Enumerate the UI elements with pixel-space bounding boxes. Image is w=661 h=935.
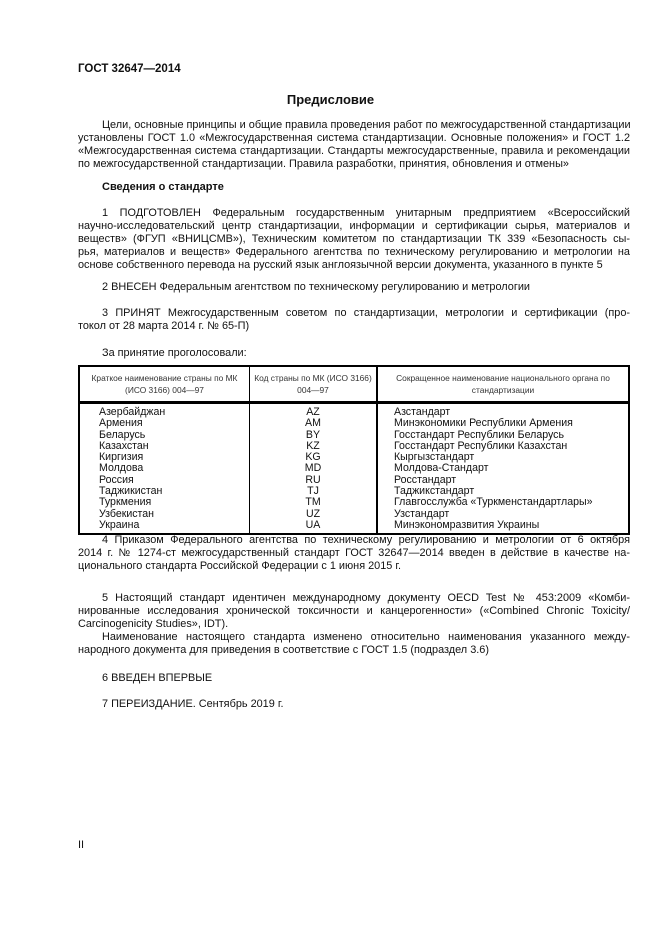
body-cell: Госстандарт Республики Казахстан — [394, 439, 568, 452]
code-cell: UZ — [250, 509, 378, 520]
item-3-paragraph — [78, 307, 630, 333]
voting-table — [78, 365, 630, 535]
country-cell: Армения — [79, 418, 250, 429]
text-line: 2014 г. № 1274-ст межгосударственный стандарт ГОСТ 32647—2014 введен в действие в качестве на- — [78, 547, 630, 559]
country-cell: Россия — [79, 475, 250, 486]
text-line: Цели, основные принципы и общие правила проведения работ по межгосударственной стандартизации — [102, 119, 631, 131]
text-line: рья, материалов и веществ» Федерального агентства по техническому регулированию и метрологии на — [78, 246, 630, 258]
code-cell: AM — [250, 418, 378, 429]
code-cell: TJ — [250, 486, 378, 497]
vote-label — [78, 347, 630, 360]
text-line: научно-исследовательский центр стандартизации, информации и сертификации сырья, материалов и — [78, 220, 630, 232]
text-line: ционального стандарта Российской Федерации с 1 июня 2015 г. — [78, 560, 402, 572]
code-cell: UA — [250, 520, 378, 534]
text-line: установлены ГОСТ 1.0 «Межгосударственная система стандартизации. Основные положения» и ГОСТ 1.2 — [78, 132, 630, 144]
table-row — [79, 520, 629, 534]
table-row — [79, 403, 629, 419]
page-number: II — [78, 839, 85, 851]
item-5-note-paragraph — [78, 631, 630, 657]
body-cell: Молдова-Стандарт — [394, 462, 489, 475]
text-line: основе собственного перевода на русский язык англоязычной версии документа, указанного в пункте 5 — [78, 259, 603, 271]
page-title: Предисловие — [286, 92, 375, 107]
body-cell: Росстандарт — [394, 473, 457, 486]
intro-paragraph — [78, 119, 630, 171]
table-row — [79, 463, 629, 474]
column-header-body: Сокращенное наименование национального органа по стандартизации — [377, 366, 629, 403]
text-line: «Межгосударственная система стандартизации. Стандарты межгосударственные, правила и рекомендации — [78, 145, 630, 157]
text-line: нированные исследования хронической токсичности и канцерогенности» («Combined Chronic Toxicity/ — [78, 605, 630, 617]
country-cell: Таджикистан — [79, 486, 250, 497]
section-heading: Сведения о стандарте — [102, 181, 224, 193]
body-cell: Главгосслужба «Туркменстандартлары» — [394, 496, 593, 509]
column-header-code: Код страны по МК (ИСО 3166) 004—97 — [250, 366, 378, 403]
item-1-paragraph — [78, 207, 630, 272]
text-line: Наименование настоящего стандарта изменено относительно наименования указанного между- — [102, 631, 630, 643]
table-row — [79, 418, 629, 429]
code-cell: AZ — [250, 403, 378, 419]
item-5-paragraph — [78, 592, 630, 631]
country-cell: Азербайджан — [79, 403, 250, 419]
item-4-paragraph — [78, 534, 630, 573]
text-line: веществ» (ФГУП «ВНИЦСМВ»), Техническим комитетом по стандартизации ТК 339 «Безопасность сы- — [78, 233, 630, 245]
code-cell: KG — [250, 452, 378, 463]
text-line: 7 ПЕРЕИЗДАНИЕ. Сентябрь 2019 г. — [102, 698, 284, 710]
item-7-paragraph — [78, 698, 630, 711]
text-line: по межгосударственной стандартизации. Правила разработки, принятия, обновления и отмены» — [78, 158, 569, 170]
body-cell: Азстандарт — [394, 406, 451, 418]
body-cell: Минэкономики Республики Армения — [394, 417, 573, 430]
body-cell: Узстандарт — [394, 507, 450, 520]
text-line: За принятие проголосовали: — [102, 347, 247, 359]
code-cell: BY — [250, 430, 378, 441]
body-cell: Минэкономразвития Украины — [394, 518, 540, 531]
country-cell: Киргизия — [79, 452, 250, 463]
body-cell: Таджикстандарт — [394, 485, 475, 498]
table-row — [79, 452, 629, 463]
country-cell: Украина — [79, 520, 250, 534]
body-cell: Госстандарт Республики Беларусь — [394, 428, 564, 441]
country-cell: Беларусь — [79, 430, 250, 441]
item-6-paragraph — [78, 672, 630, 685]
text-line: народного документа для приведения в соответствие с ГОСТ 1.5 (подраздел 3.6) — [78, 644, 489, 656]
country-cell: Молдова — [79, 463, 250, 474]
code-cell: RU — [250, 475, 378, 486]
country-cell: Казахстан — [79, 441, 250, 452]
table-header-row — [79, 366, 629, 403]
text-line: токол от 28 марта 2014 г. № 65-П) — [78, 320, 250, 332]
column-header-country: Краткое наименование страны по МК (ИСО 3166) 004—97 — [79, 366, 250, 403]
table-row — [79, 509, 629, 520]
country-cell: Туркмения — [79, 497, 250, 508]
table-body — [79, 403, 629, 535]
text-line: 2 ВНЕСЕН Федеральным агентством по техническому регулированию и метрологии — [102, 281, 530, 293]
text-line: 3 ПРИНЯТ Межгосударственным советом по стандартизации, метрологии и сертификации (про- — [102, 307, 630, 319]
text-line: 5 Настоящий стандарт идентичен международному документу OECD Test № 453:2009 «Комби- — [102, 592, 630, 604]
code-cell: KZ — [250, 441, 378, 452]
table-row — [79, 497, 629, 508]
country-cell: Узбекистан — [79, 509, 250, 520]
text-line: 1 ПОДГОТОВЛЕН Федеральным государственным унитарным предприятием «Всероссийский — [102, 207, 630, 219]
table-row — [79, 441, 629, 452]
document-id: ГОСТ 32647—2014 — [78, 63, 181, 75]
text-line: 4 Приказом Федерального агентства по техническому регулированию и метрологии от 6 октября — [102, 534, 630, 546]
item-2-paragraph — [78, 281, 630, 294]
text-line: 6 ВВЕДЕН ВПЕРВЫЕ — [102, 672, 213, 684]
code-cell: TM — [250, 497, 378, 508]
code-cell: MD — [250, 463, 378, 474]
text-line: Carcinogenicity Studies», IDT). — [78, 618, 229, 630]
body-cell: Кыргызстандарт — [394, 451, 475, 464]
